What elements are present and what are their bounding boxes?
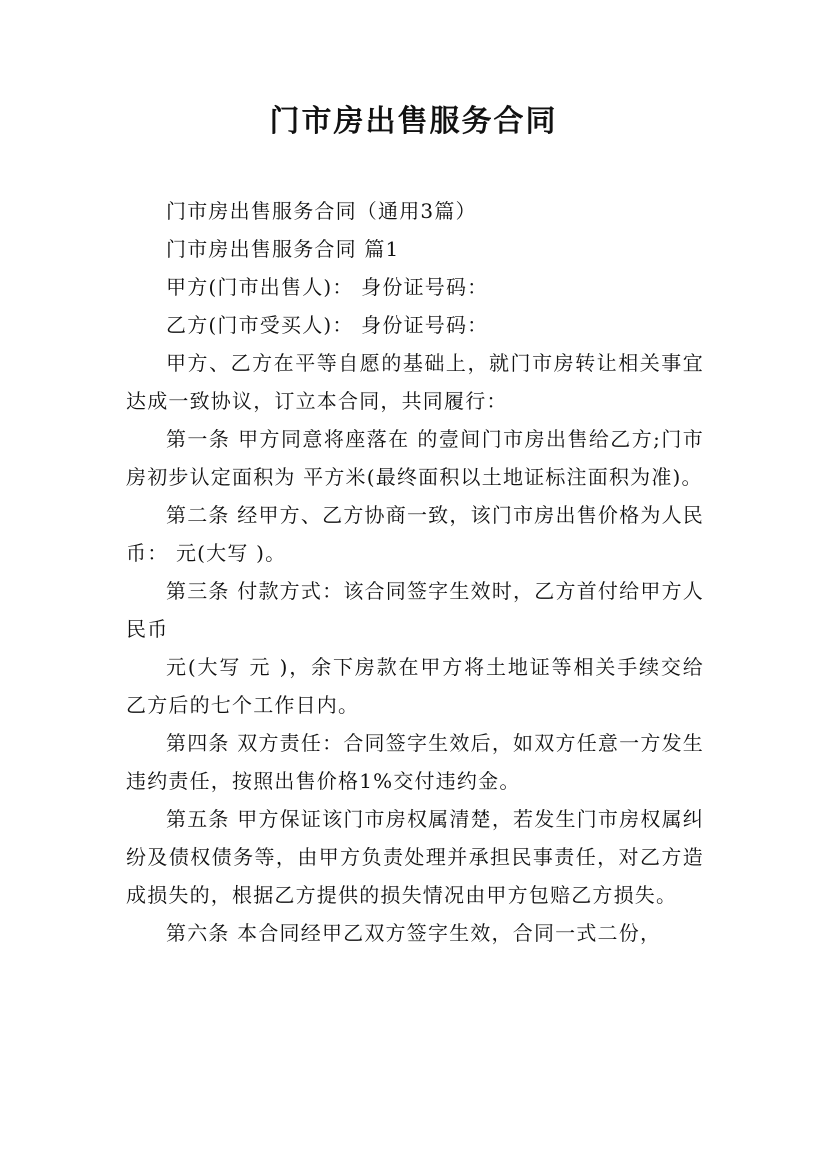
- paragraph-party-a: 甲方(门市出售人)： 身份证号码：: [166, 275, 489, 299]
- paragraph-article-6: 第六条 本合同经甲乙双方签字生效，合同一式二份，: [166, 921, 662, 945]
- paragraph-heading: 门市房出售服务合同（通用3篇）: [166, 199, 477, 223]
- paragraph-section-title: 门市房出售服务合同 篇1: [166, 237, 400, 261]
- document-body: [126, 192, 704, 952]
- paragraph-article-1: 第一条 甲方同意将座落在 的壹间门市房出售给乙方;门市房初步认定面积为 平方米(最终面积以土地证标注面积为准)。: [126, 427, 704, 489]
- paragraph-party-b: 乙方(门市受买人)： 身份证号码：: [166, 313, 489, 337]
- document-title: 门市房出售服务合同: [269, 104, 558, 139]
- paragraph-article-2: 第二条 经甲方、乙方协商一致，该门市房出售价格为人民币： 元(大写 )。: [126, 503, 704, 565]
- paragraph-article-4: 第四条 双方责任：合同签字生效后，如双方任意一方发生违约责任，按照出售价格1%交付违约金。: [126, 731, 704, 793]
- paragraph-article-3-cont: 元(大写 元 )，余下房款在甲方将土地证等相关手续交给乙方后的七个工作日内。: [126, 655, 704, 717]
- paragraph-preamble: 甲方、乙方在平等自愿的基础上，就门市房转让相关事宜达成一致协议，订立本合同，共同履行：: [126, 351, 704, 413]
- paragraph-article-5: 第五条 甲方保证该门市房权属清楚，若发生门市房权属纠纷及债权债务等，由甲方负责处理并承担民事责任，对乙方造成损失的，根据乙方提供的损失情况由甲方包赔乙方损失。: [126, 807, 704, 907]
- paragraph-article-3: 第三条 付款方式：该合同签字生效时，乙方首付给甲方人民币: [126, 579, 704, 641]
